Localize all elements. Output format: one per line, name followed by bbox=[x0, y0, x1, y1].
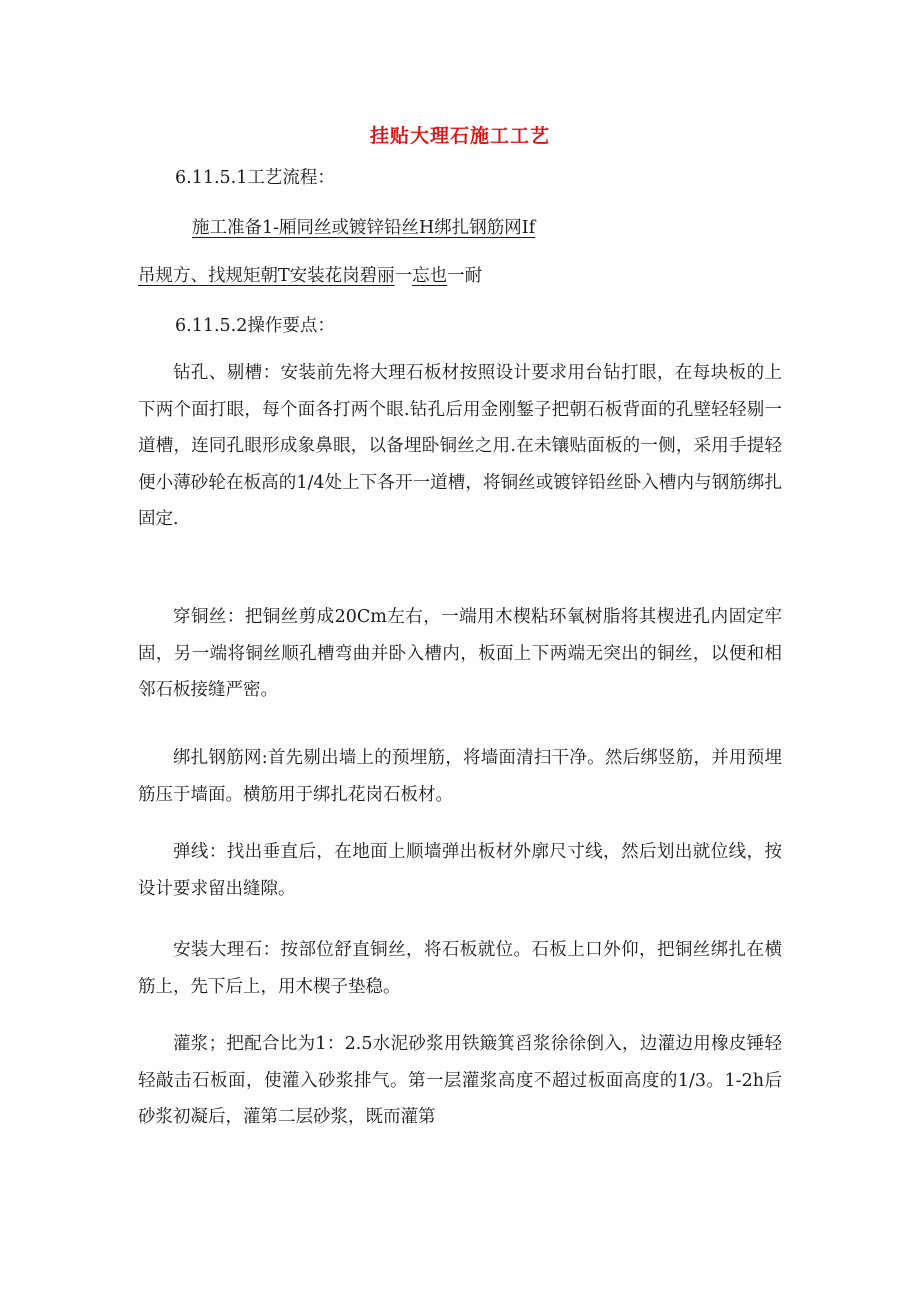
process-flow-line-1: 施工准备1-厢同丝或镀锌铅丝H绑扎钢筋网If bbox=[192, 218, 536, 238]
document-title: 挂贴大理石施工工艺 bbox=[369, 125, 550, 147]
process-flow-line-2-segment-b: 一 bbox=[394, 266, 413, 286]
paragraph-grouting: 灌浆；把配合比为1：2.5水泥砂浆用铁簸箕舀浆徐徐倒入，边灌边用橡皮锤轻轻敲击石板面，使灌入砂浆排气。第一层灌浆高度不超过板面高度的1/3。1-2h后砂浆初凝后，灌第二层砂浆，既而灌第 bbox=[138, 1034, 782, 1128]
paragraph-copper-wire: 穿铜丝：把铜丝剪成20Cm左右，一端用木楔粘环氧树脂将其楔进孔内固定牢固，另一端将铜丝顺孔槽弯曲并卧入槽内，板面上下两端无突出的铜丝，以便和相邻石板接缝严密。 bbox=[138, 607, 782, 701]
process-flow-line-2-segment-d: 一耐 bbox=[447, 266, 483, 286]
paragraph-snapping-lines: 弹线：找出垂直后，在地面上顺墙弹出板材外廓尺寸线，然后划出就位线，按设计要求留出缝隙。 bbox=[138, 842, 782, 899]
paragraph-drilling-grooving: 钻孔、剔槽：安装前先将大理石板材按照设计要求用台钻打眼，在每块板的上下两个面打眼，每个面各打两个眼.钻孔后用金刚錾子把朝石板背面的孔壁轻轻剔一道槽，连同孔眼形成象鼻眼，以备埋卧铜丝之用.在未镶贴面板的一侧，采用手提轻便小薄砂轮在板高的1/4处上下各开一道槽，将铜丝或镀锌铅丝卧入槽内与钢筋绑扎固定. bbox=[138, 363, 782, 530]
process-flow-line-2-segment-a: 吊规方、找规矩朝T安装花岗碧丽 bbox=[138, 266, 395, 286]
operation-points-heading: 6.11.5.2操作要点： bbox=[175, 316, 335, 336]
process-flow-line-2 bbox=[138, 264, 482, 288]
flow-section-heading: 6.11.5.1工艺流程： bbox=[175, 168, 335, 188]
process-flow-line-2-segment-c: 忘也 bbox=[412, 266, 448, 286]
paragraph-install-marble: 安装大理石：按部位舒直铜丝，将石板就位。石板上口外仰，把铜丝绑扎在横筋上，先下后上，用木楔子垫稳。 bbox=[138, 940, 782, 997]
paragraph-rebar-mesh: 绑扎钢筋网:首先剔出墙上的预埋筋，将墙面清扫干净。然后绑竖筋，并用预埋筋压于墙面。横筋用于绑扎花岗石板材。 bbox=[138, 748, 782, 805]
